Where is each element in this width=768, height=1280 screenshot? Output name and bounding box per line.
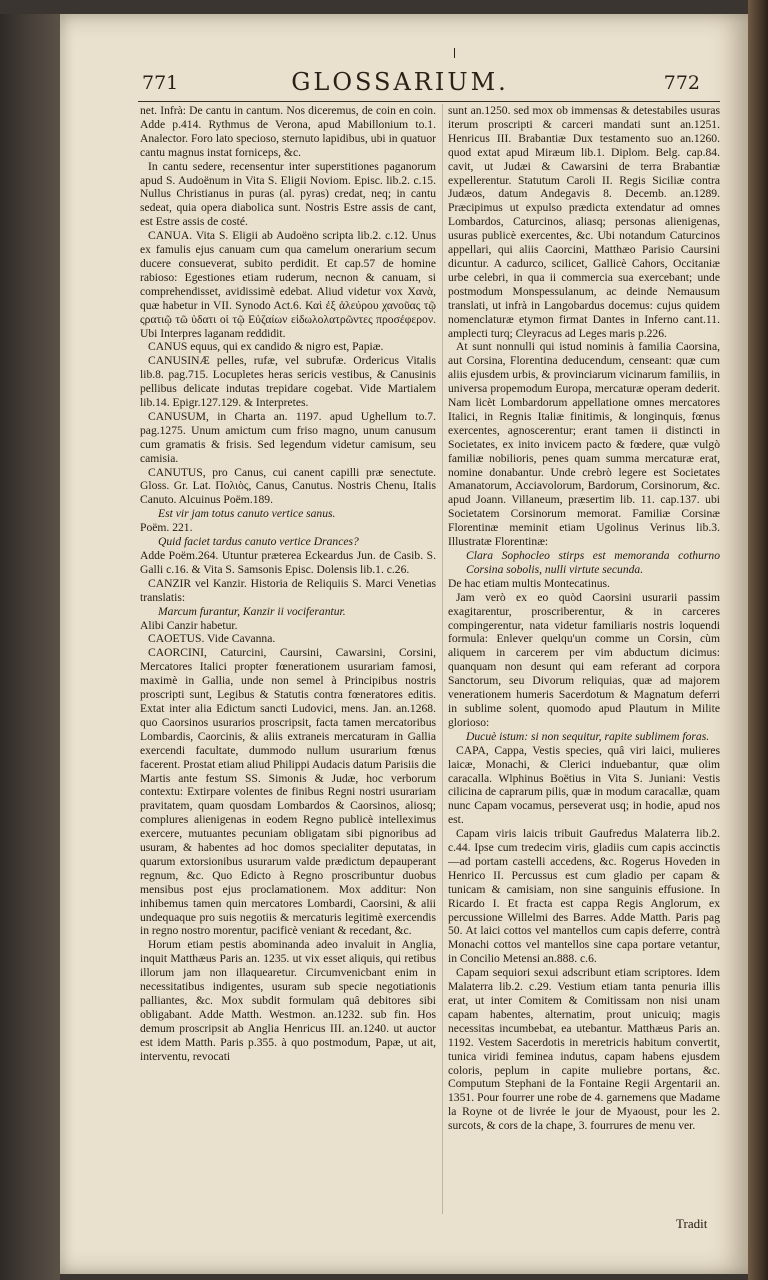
entry-canus: CANUS equus, qui ex candido & nigro est, Papiæ. [148,340,384,354]
paragraph: De hac etiam multis Montecatinus. [448,576,610,590]
paragraph: Alibi Canzir habetur. [140,618,238,632]
entry-canutus: CANUTUS, pro Canus, cui canent capilli præ senectute. Gloss. Gr. Lat. Πολιὸς, Canus, Canutus. Nostris Chenu, Italis Canuto. Alcuinus Poëm.189. [140,465,436,507]
paragraph: Capam sequiori sexui adscribunt etiam scriptores. Idem Malaterra lib.2. c.29. Vestium etiam tanta penuria illis erat, ut inter Comitem & Comitissam non nisi unam capam habentes, alternatim, prout unicuiq; magis necessitas incumbebat, ea utebantur. Matthæus Paris an. 1192. Vestem Sacerdotis in meretricis habitum convertit, tunica viridi feminea indutus, capam habens ejusdem coloris, peplum in capite muliebre portans, &c. Computum Stephani de la Fontaine Regii Argentarii an. 1351. Pour fourrer une robe de 4. garnemens que Madame la Royne ot de livrée le jour de Myaoust, pour les 2. surcots, & cors de la chape, 3. fourrures de menu ver. [448,966,720,1133]
entry-capa: CAPA, Cappa, Vestis species, quâ viri laici, mulieres laicæ, Monachi, & Clerici induebantur, quæ olim caracalla. Wlphinus Boëtius in Vita S. Juniani: Vestis cilicina de caprarum pilis, quæ in modum caracallæ, quam nunc Capam vocamus, perseverat usq; in hodie, apud nos est. [448,743,720,827]
entry-canua: CANUA. Vita S. Eligii ab Audoëno scripta lib.2. c.12. Unus ex famulis ejus canuam cum qua camelum onerarium secum ducere consueverat, subito perdidit. Et cap.57 de homine rabioso: Egestiones etiam ruderum, necnon & canuam, si comprehendisset, avidissimè edebat. Aliud videtur vox Χανὰ, quæ habetur in VII. Synodo Act.6. Καὶ ἐξ ἀλεύρου χανοῦας τῷ ςρατιῷ τῶ ὑδατι οἱ τῷ Εὐζαίων εἰδωλολατρῶντες προσέφερον. Ubi Interpres laganam reddidit. [140,229,436,340]
running-title: GLOSSARIUM. [291,68,509,96]
verse-quote: Ducuè istum: si non sequitur, rapite sublimem foras. [466,729,710,743]
paragraph: Jam verò ex eo quòd Caorsini usurarii passim exagitarentur, proscriberentur, & in carceres compingerentur, nata videtur familiaris nostris loquendi formula: Enlever quelqu'un comme un Corsin, cùm aliquem in carcerem per vim abductum dicimus: quanquam non desunt qui eam referant ad corpora Sanctorum, seu Divorum reliquias, quæ ad majorem venerationem humeris Sacerdotum & Magnatum deferri in sublime solent, quomodo apud Plautum in Milite glorioso: [448,590,720,729]
entry-caoetus: CAOETUS. Vide Cavanna. [148,632,276,646]
paragraph: Poëm. 221. [140,521,193,535]
paragraph: sunt an.1250. sed mox ob immensas & detestabiles usuras iterum proscripti & carceri mandati sunt an.1251. Henricus III. Brabantiæ Dux testamento suo an.1260. quod extat apud Miræum lib.1. Diplom. Belg. cap.84. cavit, ut Judæi & Cawarsini de terra Brabantiæ expellerentur. Statutum Caroli II. Regis Siciliæ contra Judæos, datum Andegavis 8. Decemb. an.1289. Præcipimus ut expulso prædicta extendatur ad omnes Lombardos, Caturcinos, aliasq; personas alienigenas, usuras publicè exercentes, &c. Ubi notandum Caturcinos appellari, qui aliis Caorcini, Matthæo Parisio Caursini dicuntur. A cadurco, scilicet, Gallicè Cahors, Occitaniæ urbe celebri, in qua ii commercia sua exercebant; unde postmodum Monspessulanum, ac deinde Nemausum translati, ut infrà in Langobardus docemus: cujus quidem nomenclaturæ etymon firmat Dantes in Inferno cant.11. amplecti turq; Cleyracus ad Leges maris p.226. [448,104,720,340]
paragraph: Adde Poëm.264. Utuntur præterea Eckeardus Jun. de Casib. S. Galli c.16. & Vita S. Samsonis Episc. Dolensis lib.1. c.26. [140,549,436,576]
left-column [140,104,436,1214]
page-mark [454,48,455,58]
entry-caorcini: CAORCINI, Caturcini, Caursini, Cawarsini, Corsini, Mercatores Italici propter fœnerationem usurariam famosi, maximè in Gallia, unde non semel à Principibus nostris proscripti sunt, Legibus & Statutis contra fœneratores editis. Extat inter alia Edictum sancti Ludovici, mens. Jan. an.1268. quo Caorsinos usurarios proscripsit, facta tamen mercatoribus Lombardis, Caorcinis, & aliis extraneis mercaturam in Gallia exercendi facultate, dummodo nullum usurarium fœnus facerent. Prostat etiam aliud Philippi Audacis datum Parisiis die Martis ante festum SS. Simonis & Judæ, hoc verborum contextu: Extirpare volentes de finibus Regni nostri usurariam pravitatem, quam quosdam Lombardos & Caorsinos, aliosq; complures alienigenas in eodem Regno publicè intelleximus exercere, mutuantes pecuniam obligatam sibi pignoribus ad usuram, & habentes ad hoc domos specialiter deputatas, in quarum extorsionibus usurarum valde prædictum depauperant regnum, &c. Quo Edicto à Regno proscribuntur duobus mensibus post ejus proclamationem. Mox additur: Non inhibemus tamen quin mercatores Lombardi, Caorsini, & alii undequaque pro suis negotiis & mercaturis legitimè exercendis in regno nostro morentur, pacificè veniant & recedant, &c. [140,646,436,938]
page-header [80,68,720,102]
header-rule [138,101,720,102]
catchword: Tradit [676,1216,708,1231]
paragraph: Horum etiam pestis abominanda adeo invaluit in Anglia, inquit Matthæus Paris an. 1235. ut vix esset aliquis, qui retibus illorum jam non illaquearetur. Circumvenicbant enim in necessitatibus indigentes, usuram sub specie negotiationis palliantes, &c. Mox subdit formulam quâ debitores sibi obligabant. Adde Matth. Westmon. an.1232. sub fin. Hos demum proscripsit ab Anglia Henricus III. an.1240. ut auctor est idem Matth. Paris p.355. à quo postmodum, Papæ, ut ait, interventu, revocati [140,938,436,1063]
page-number-left: 771 [142,72,179,94]
book-binding [748,0,768,1280]
paragraph: Capam viris laicis tribuit Gaufredus Malaterra lib.2. c.44. Ipse cum tredecim viris, gladiis cum capis accinctis—ad portam castelli accedens, &c. Rogerus Hoveden in Henrico II. Percussus est cum gladio per capam & tunicam & camisiam, non sine sanguinis effusione. In Ricardo I. Et fracta est cappa Regis Anglorum, ex percussione Willelmi des Barres. Adde Matth. Paris pag 50. At laici cottos vel mantellos cum capis deferre, contrà Monachi cottos vel mantellos sine capa portare vetantur, in Concilio Metensi an.888. c.6. [448,827,720,966]
paragraph: net. Infrà: De cantu in cantum. Nos diceremus, de coin en coin. Adde p.414. Rythmus de Verona, apud Mabillonium to.1. Analector. Foro lato specioso, sternuto lapidibus, ubi in quatuor cantu magnus instat forniceps, &c. [140,104,436,159]
verse-quote: Clara Sophocleo stirps est memoranda cothurno Corsina sobolis, nulli virtute secunda. [466,549,720,576]
entry-canusinae: CANUSINÆ pelles, rufæ, vel subrufæ. Ordericus Vitalis lib.8. pag.715. Locupletes heras sericis vestibus, & Canusinis pellibus delicate indutas trepidare cogebat. Vide Martialem lib.14. Epigr.127.129. & Interpretes. [140,354,436,410]
entry-canzir: CANZIR vel Kanzir. Historia de Reliquiis S. Marci Venetias translatis: [140,576,436,604]
verse-quote: Marcum furantur, Kanzir ii vociferantur. [158,604,346,618]
entry-canusum: CANUSUM, in Charta an. 1197. apud Ughellum to.7. pag.1275. Unum amictum cum friso magno, unum canusum cum gramatis & frisis. Sed legendum videtur camisum, seu camisia. [140,409,436,465]
page-number-right: 772 [663,72,700,94]
right-column [448,104,720,1214]
column-gutter [442,104,443,1214]
verse-quote: Est vir jam totus canuto vertice sanus. [158,507,336,521]
paragraph: In cantu sedere, recensentur inter superstitiones paganorum apud S. Audoënum in Vita S. Eligii Noviom. Episc. lib.2. c.15. Nullus Christianus in puras (al. pyras) credat, neq; in cantu sedeat, quia opera diabolica sunt. Nostris Estre assis de cant, est Estre assis de costé. [140,159,436,229]
verse-quote: Quid faciet tardus canuto vertice Drances? [158,535,359,549]
paragraph: At sunt nonnulli qui istud nominis à familia Caorsina, aut Corsina, Florentina deducendum, censeant: quæ cum aliis ejusdem urbis, & provinciarum vicinarum familiis, in universa propemodum Europa, mercaturæ operam dederit. Nam licèt Lombardorum appellatione omnes mercatores Italici, in Regnis Italiæ finitimis, & longinquis, fœnus exercentes, agnoscerentur; erant tamen ii distincti in Societates, ex inito invicem pacto & fœdere, quæ vulgò familiæ nobilioris, penes quam summa mercaturæ erat, nomine donabantur. Unde crebrò legere est Societates Amanatorum, Acciavolorum, Bardorum, Corsinorum, &c. apud Joann. Villaneum, præsertim lib. 11. cap.137. ubi Societatem Corsinorum memorat. Familiæ Corsinæ Florentinæ meminit etiam Ugolinus Verinus lib.3. Illustratæ Florentinæ: [448,340,720,549]
book-edge [0,14,60,1280]
